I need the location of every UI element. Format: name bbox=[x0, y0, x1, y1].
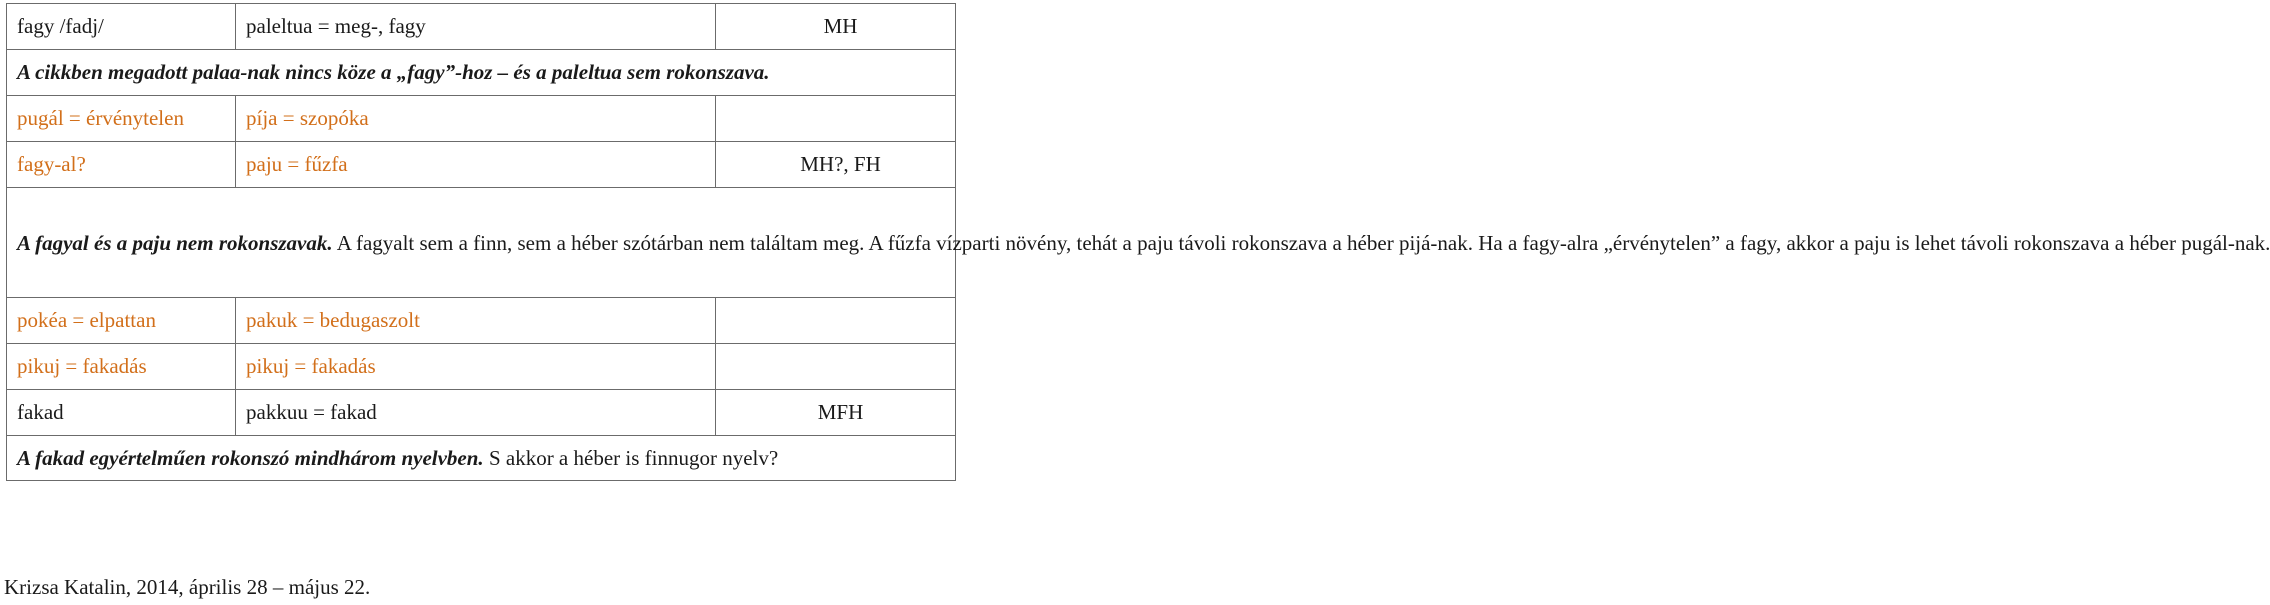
note-bold-text: A fakad egyértelműen rokonszó mindhárom nyelvben. bbox=[17, 445, 484, 470]
table-row bbox=[7, 344, 956, 390]
hungarian-word-cell: pugál = érvénytelen bbox=[7, 96, 236, 142]
table-row bbox=[7, 96, 956, 142]
table-row bbox=[7, 390, 956, 436]
note-text: S akkor a héber is finnugor nyelv? bbox=[483, 445, 779, 470]
table-row bbox=[7, 188, 956, 298]
other-word-cell: pikuj = fakadás bbox=[236, 344, 716, 390]
table-row bbox=[7, 4, 956, 50]
language-code-cell bbox=[716, 96, 956, 142]
note-cell bbox=[7, 50, 956, 96]
table-row bbox=[7, 50, 956, 96]
language-code-cell bbox=[716, 298, 956, 344]
hungarian-word-cell: pokéa = elpattan bbox=[7, 298, 236, 344]
note-cell bbox=[7, 188, 2270, 298]
note-cell bbox=[7, 436, 956, 481]
other-word-cell: píja = szopóka bbox=[236, 96, 716, 142]
hungarian-word-cell: fakad bbox=[7, 390, 236, 436]
note-text: A fagyalt sem a finn, sem a héber szótárban nem találtam meg. A fűzfa vízparti növény, tehát a paju távoli rokonszava a héber pijá-nak. Ha a fagy-alra „érvénytelen” a fagy, akkor a paju is lehet távoli rokonszava a héber pugál-nak. bbox=[332, 230, 2270, 255]
language-code-cell: MH?, FH bbox=[716, 142, 956, 188]
hungarian-word-cell: fagy-al? bbox=[7, 142, 236, 188]
language-code-cell bbox=[716, 344, 956, 390]
other-word-cell: pakuk = bedugaszolt bbox=[236, 298, 716, 344]
etymology-table bbox=[6, 3, 2270, 481]
table-row bbox=[7, 436, 956, 481]
note-bold-text: A fagyal és a paju nem rokonszavak. bbox=[17, 230, 333, 255]
other-word-cell: paju = fűzfa bbox=[236, 142, 716, 188]
language-code-cell: MH bbox=[716, 4, 956, 50]
table-row bbox=[7, 142, 956, 188]
other-word-cell: pakkuu = fakad bbox=[236, 390, 716, 436]
author-date-footer: Krizsa Katalin, 2014, április 28 – május 22. bbox=[4, 575, 371, 599]
table-row bbox=[7, 298, 956, 344]
note-bold-text: A cikkben megadott palaa-nak nincs köze a „fagy”-hoz – és a paleltua sem rokonszava. bbox=[17, 60, 770, 84]
hungarian-word-cell: pikuj = fakadás bbox=[7, 344, 236, 390]
other-word-cell: paleltua = meg-, fagy bbox=[236, 4, 716, 50]
language-code-cell: MFH bbox=[716, 390, 956, 436]
hungarian-word-cell: fagy /fadj/ bbox=[7, 4, 236, 50]
